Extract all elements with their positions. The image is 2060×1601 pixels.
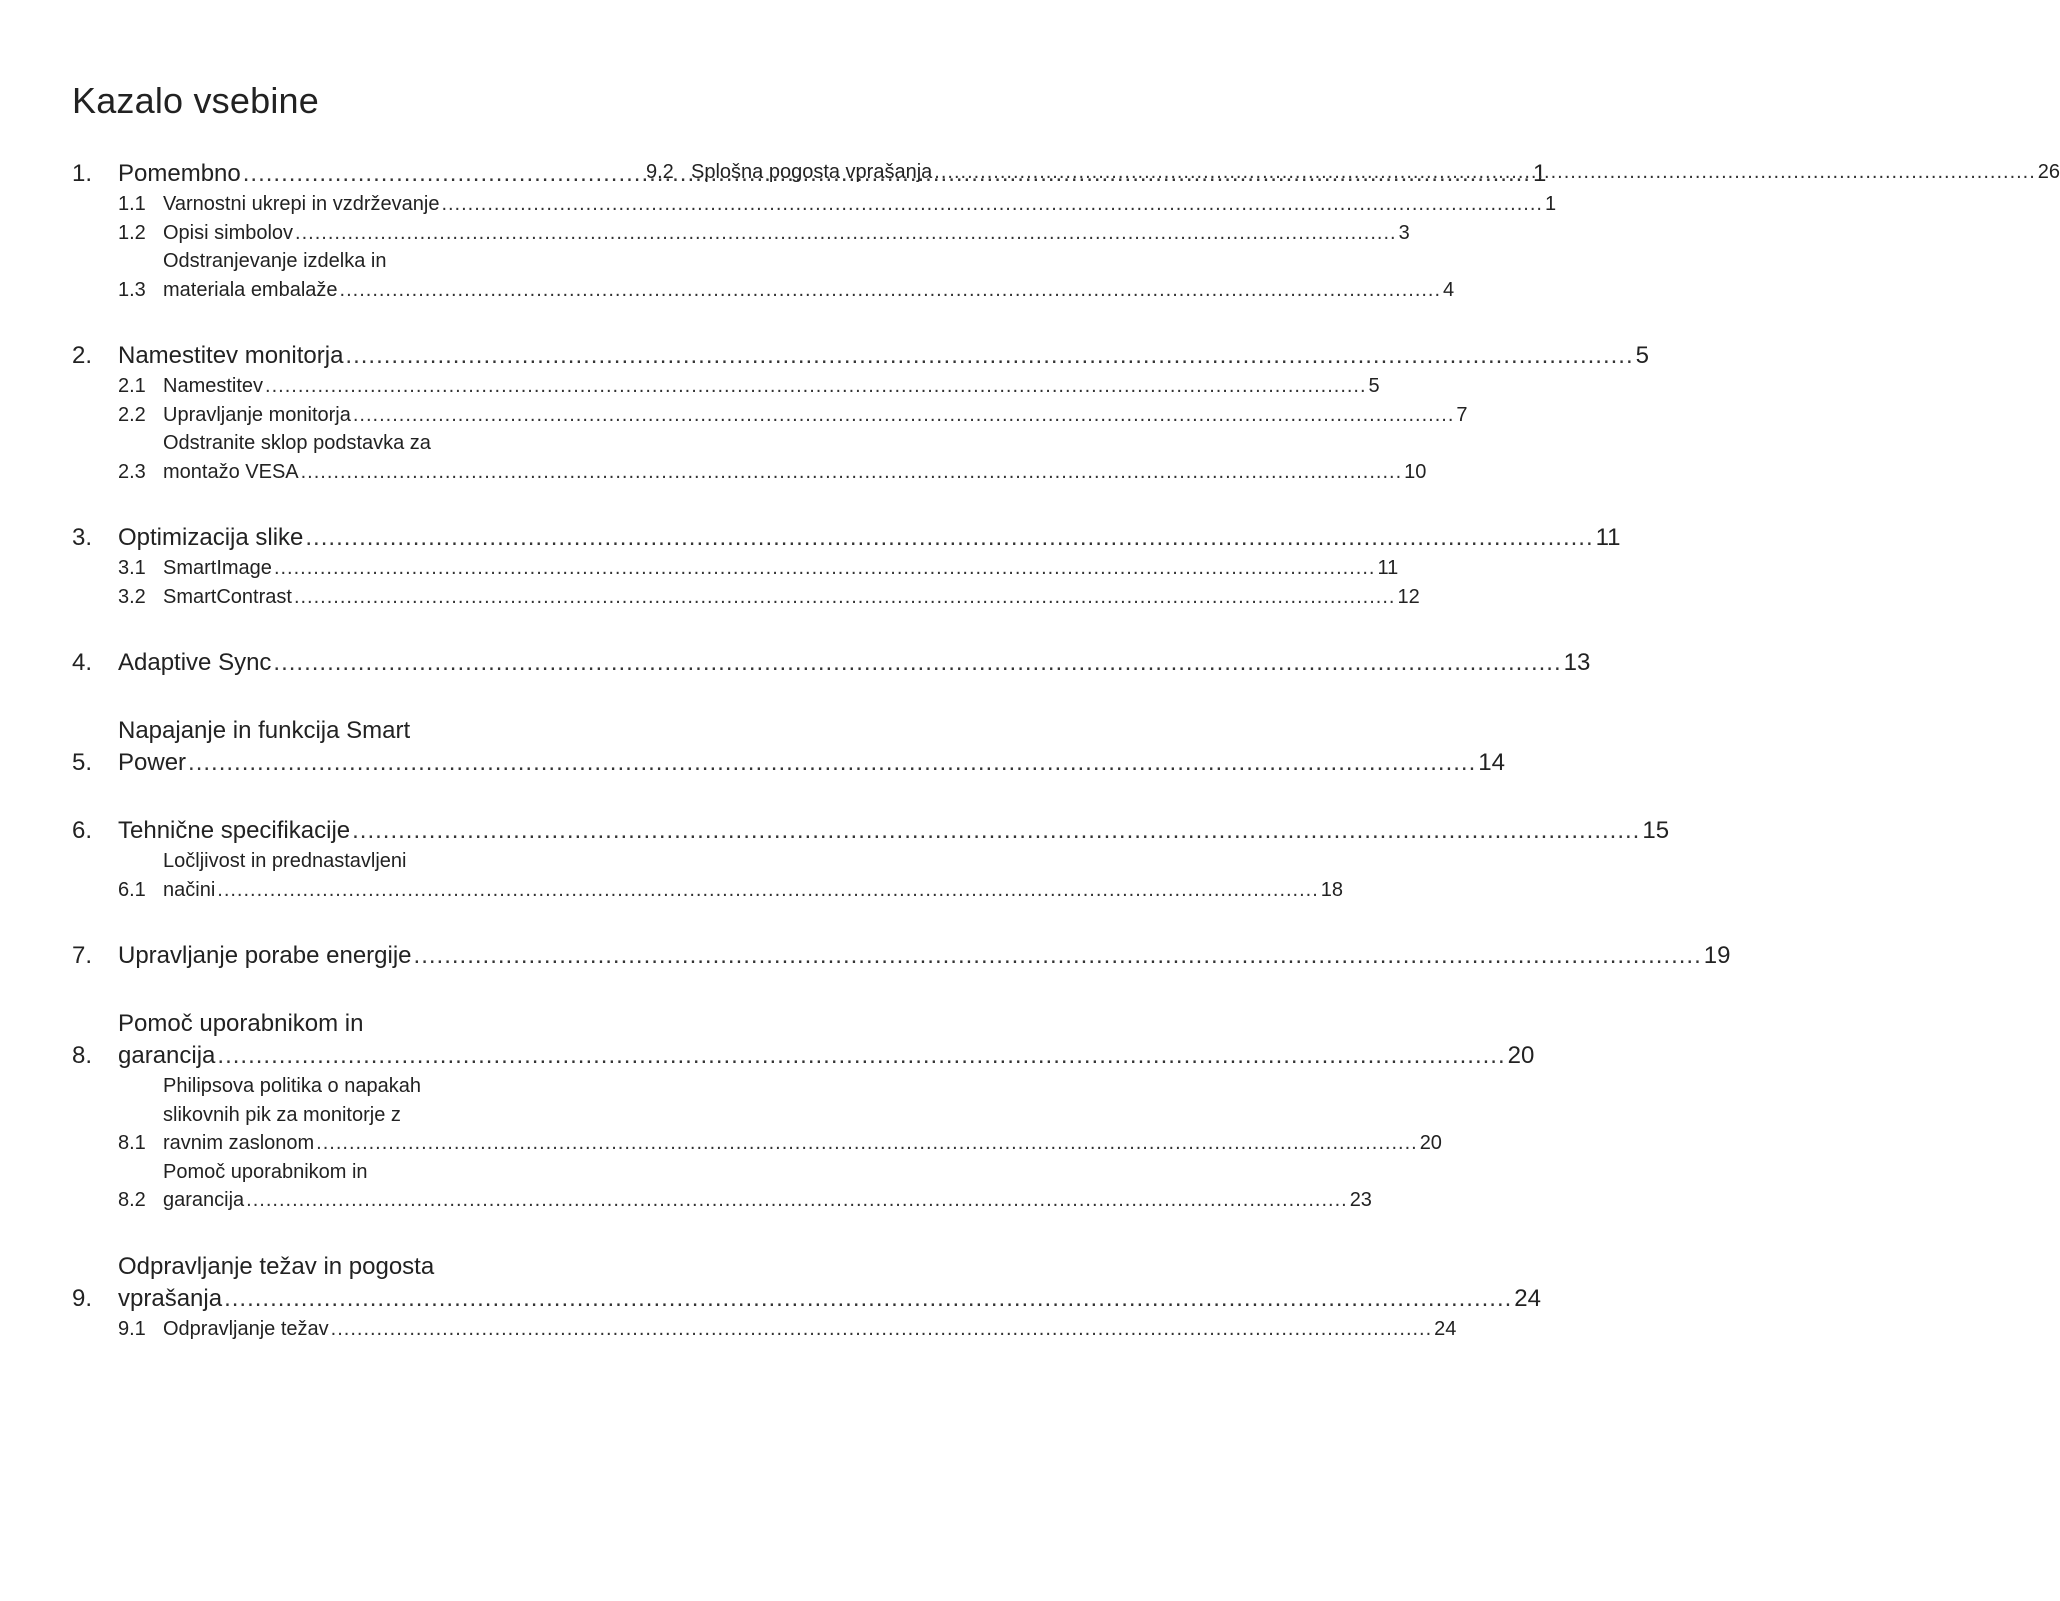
dot-leader <box>224 1283 1512 1315</box>
toc-page-number: 15 <box>1642 817 1670 844</box>
toc-entry-title: vprašanja <box>118 1284 223 1312</box>
toc-entry-title: Upravljanje porabe energije <box>118 942 412 969</box>
toc-chapter-group <box>72 647 1591 679</box>
toc-entry-number: 9.2 <box>646 161 674 183</box>
dot-leader <box>295 219 1397 248</box>
toc-page-number: 1 <box>1544 193 1557 215</box>
page-title: Kazalo vsebine <box>72 80 319 121</box>
toc-section-3-2[interactable] <box>118 583 1420 612</box>
dot-leader <box>414 940 1702 972</box>
toc-entry-title: Opisi simbolov <box>163 221 294 244</box>
toc-entry-title: Pomembno <box>118 160 241 187</box>
toc-section-1-2[interactable] <box>118 219 1410 248</box>
toc-entry-title: Odpravljanje težav in pogosta <box>118 1252 435 1280</box>
toc-page-number: 23 <box>1349 1189 1372 1211</box>
toc-section-3-1[interactable] <box>118 554 1399 583</box>
toc-page-number: 7 <box>1456 403 1468 426</box>
toc-entry-number: 2. <box>72 342 93 369</box>
toc-chapter-group <box>72 340 1649 486</box>
toc-entry-number: 2.1 <box>118 375 146 397</box>
dot-leader <box>188 747 1476 779</box>
toc-entry-number: 1.3 <box>118 278 146 301</box>
dot-leader <box>265 372 1367 401</box>
toc-page-number: 13 <box>1563 649 1591 676</box>
toc-entry-number: 9.1 <box>118 1317 146 1340</box>
dot-leader <box>301 458 1403 487</box>
toc-page-number: 4 <box>1443 278 1455 301</box>
toc-page-number: 3 <box>1398 221 1410 244</box>
toc-section-1-3[interactable] <box>118 247 1455 304</box>
dot-leader <box>274 554 1376 583</box>
dot-leader <box>294 583 1396 612</box>
dot-leader <box>441 190 1543 219</box>
toc-entry-title: načini <box>163 878 216 901</box>
toc-entry-number: 2.2 <box>118 403 146 426</box>
toc-entry-title: Varnostni ukrepi in vzdrževanje <box>163 193 440 215</box>
toc-entry-number: 3.2 <box>118 585 146 608</box>
toc-entry-number: 4. <box>72 649 93 676</box>
toc-chapter-6[interactable] <box>72 815 1670 847</box>
toc-entry-title: slikovnih pik za monitorje z <box>163 1103 401 1126</box>
toc-entry-title: Pomoč uporabnikom in <box>163 1160 368 1183</box>
toc-entry-number: 9. <box>72 1284 93 1312</box>
toc-entry-title: ravnim zaslonom <box>163 1132 315 1154</box>
toc-page-number: 24 <box>1514 1284 1541 1312</box>
toc-section-2-3[interactable] <box>118 429 1427 486</box>
toc-entry-number: 8.1 <box>118 1132 146 1154</box>
toc-chapter-group <box>72 522 1621 611</box>
dot-leader <box>345 340 1633 372</box>
dot-leader <box>246 1186 1348 1215</box>
dot-leader <box>217 876 1319 905</box>
dot-leader <box>352 815 1640 847</box>
toc-entry-title: Odpravljanje težav <box>163 1317 329 1340</box>
dot-leader <box>305 522 1593 554</box>
toc-section-9-1[interactable] <box>118 1315 1457 1344</box>
toc-section-8-1[interactable] <box>118 1072 1442 1158</box>
toc-entry-title: garancija <box>118 1042 216 1069</box>
toc-chapter-group <box>72 1251 1541 1344</box>
toc-section-1-1[interactable] <box>118 190 1557 219</box>
toc-page-number: 1 <box>1532 160 1547 187</box>
toc-entry-number: 1. <box>72 160 93 187</box>
toc-page-number: 10 <box>1404 460 1427 483</box>
toc-entry-title: Philipsova politika o napakah <box>163 1075 421 1097</box>
toc-entry-number: 6. <box>72 817 93 844</box>
toc-entry-title: SmartContrast <box>163 585 292 608</box>
toc-chapter-9[interactable] <box>72 1251 1541 1315</box>
toc-entry-title: Adaptive Sync <box>118 649 272 676</box>
toc-page-number: 11 <box>1595 524 1621 551</box>
toc-right-column <box>646 158 2060 187</box>
toc-chapter-4[interactable] <box>72 647 1591 679</box>
toc-entry-title: montažo VESA <box>163 460 299 483</box>
toc-chapter-group <box>72 1008 1535 1215</box>
toc-entry-title: Namestitev monitorja <box>118 342 344 369</box>
dot-leader <box>316 1129 1418 1158</box>
toc-page-number: 5 <box>1368 375 1380 397</box>
toc-page-number: 26 <box>2037 161 2060 183</box>
toc-page-number: 20 <box>1507 1042 1535 1069</box>
toc-chapter-group <box>72 715 1505 779</box>
dot-leader <box>353 401 1455 430</box>
dot-leader <box>340 276 1442 305</box>
toc-entry-title: Odstranjevanje izdelka in <box>163 250 387 272</box>
toc-entry-number: 1.2 <box>118 221 146 244</box>
toc-page-number: 18 <box>1320 878 1344 901</box>
toc-entry-number: 8.2 <box>118 1189 146 1211</box>
toc-chapter-5[interactable] <box>72 715 1505 779</box>
toc-entry-title: materiala embalaže <box>163 278 338 301</box>
toc-entry-number: 5. <box>72 749 93 776</box>
toc-entry-number: 6.1 <box>118 878 146 901</box>
toc-section-2-1[interactable] <box>118 372 1380 401</box>
toc-entry-title: Ločljivost in prednastavljeni <box>163 850 407 872</box>
toc-entry-title: Power <box>118 749 187 776</box>
toc-page-number: 12 <box>1397 585 1420 608</box>
dot-leader <box>217 1040 1505 1072</box>
toc-entry-title: Odstranite sklop podstavka za <box>163 432 431 454</box>
toc-chapter-8[interactable] <box>72 1008 1535 1072</box>
toc-entry-title: Splošna pogosta vprašanja <box>691 161 933 183</box>
toc-entry-title: garancija <box>163 1189 245 1211</box>
dot-leader <box>934 158 2036 187</box>
toc-page-number: 14 <box>1478 749 1505 776</box>
toc-chapter-2[interactable] <box>72 340 1649 372</box>
toc-chapter-7[interactable] <box>72 940 1731 972</box>
toc-entry-title: Upravljanje monitorja <box>163 403 351 426</box>
toc-entry-number: 1.1 <box>118 193 146 215</box>
toc-entry-title: Napajanje in funkcija Smart <box>118 717 411 744</box>
toc-entry-title: Tehnične specifikacije <box>118 817 351 844</box>
toc-section-8-2[interactable] <box>118 1158 1372 1215</box>
toc-entry-number: 8. <box>72 1042 93 1069</box>
toc-section-9-2[interactable] <box>646 158 2060 187</box>
toc-page-number: 19 <box>1703 942 1731 969</box>
toc-entry-number: 2.3 <box>118 460 146 483</box>
dot-leader <box>331 1315 1433 1344</box>
toc-chapter-group <box>72 940 1731 972</box>
toc-page-number: 11 <box>1377 557 1399 579</box>
toc-entry-title: Namestitev <box>163 375 264 397</box>
toc-page-number: 20 <box>1419 1132 1442 1154</box>
toc-section-6-1[interactable] <box>118 847 1344 904</box>
toc-entry-title: Optimizacija slike <box>118 524 304 551</box>
toc-entry-number: 7. <box>72 942 93 969</box>
toc-chapter-3[interactable] <box>72 522 1621 554</box>
toc-entry-title: Pomoč uporabnikom in <box>118 1010 364 1037</box>
toc-entry-title: SmartImage <box>163 557 272 579</box>
toc-page-number: 24 <box>1434 1317 1457 1340</box>
toc-chapter-group <box>72 815 1670 904</box>
toc-page-number: 5 <box>1635 342 1649 369</box>
toc-entry-number: 3.1 <box>118 557 146 579</box>
toc-section-2-2[interactable] <box>118 401 1468 430</box>
dot-leader <box>273 647 1561 679</box>
toc-entry-number: 3. <box>72 524 93 551</box>
